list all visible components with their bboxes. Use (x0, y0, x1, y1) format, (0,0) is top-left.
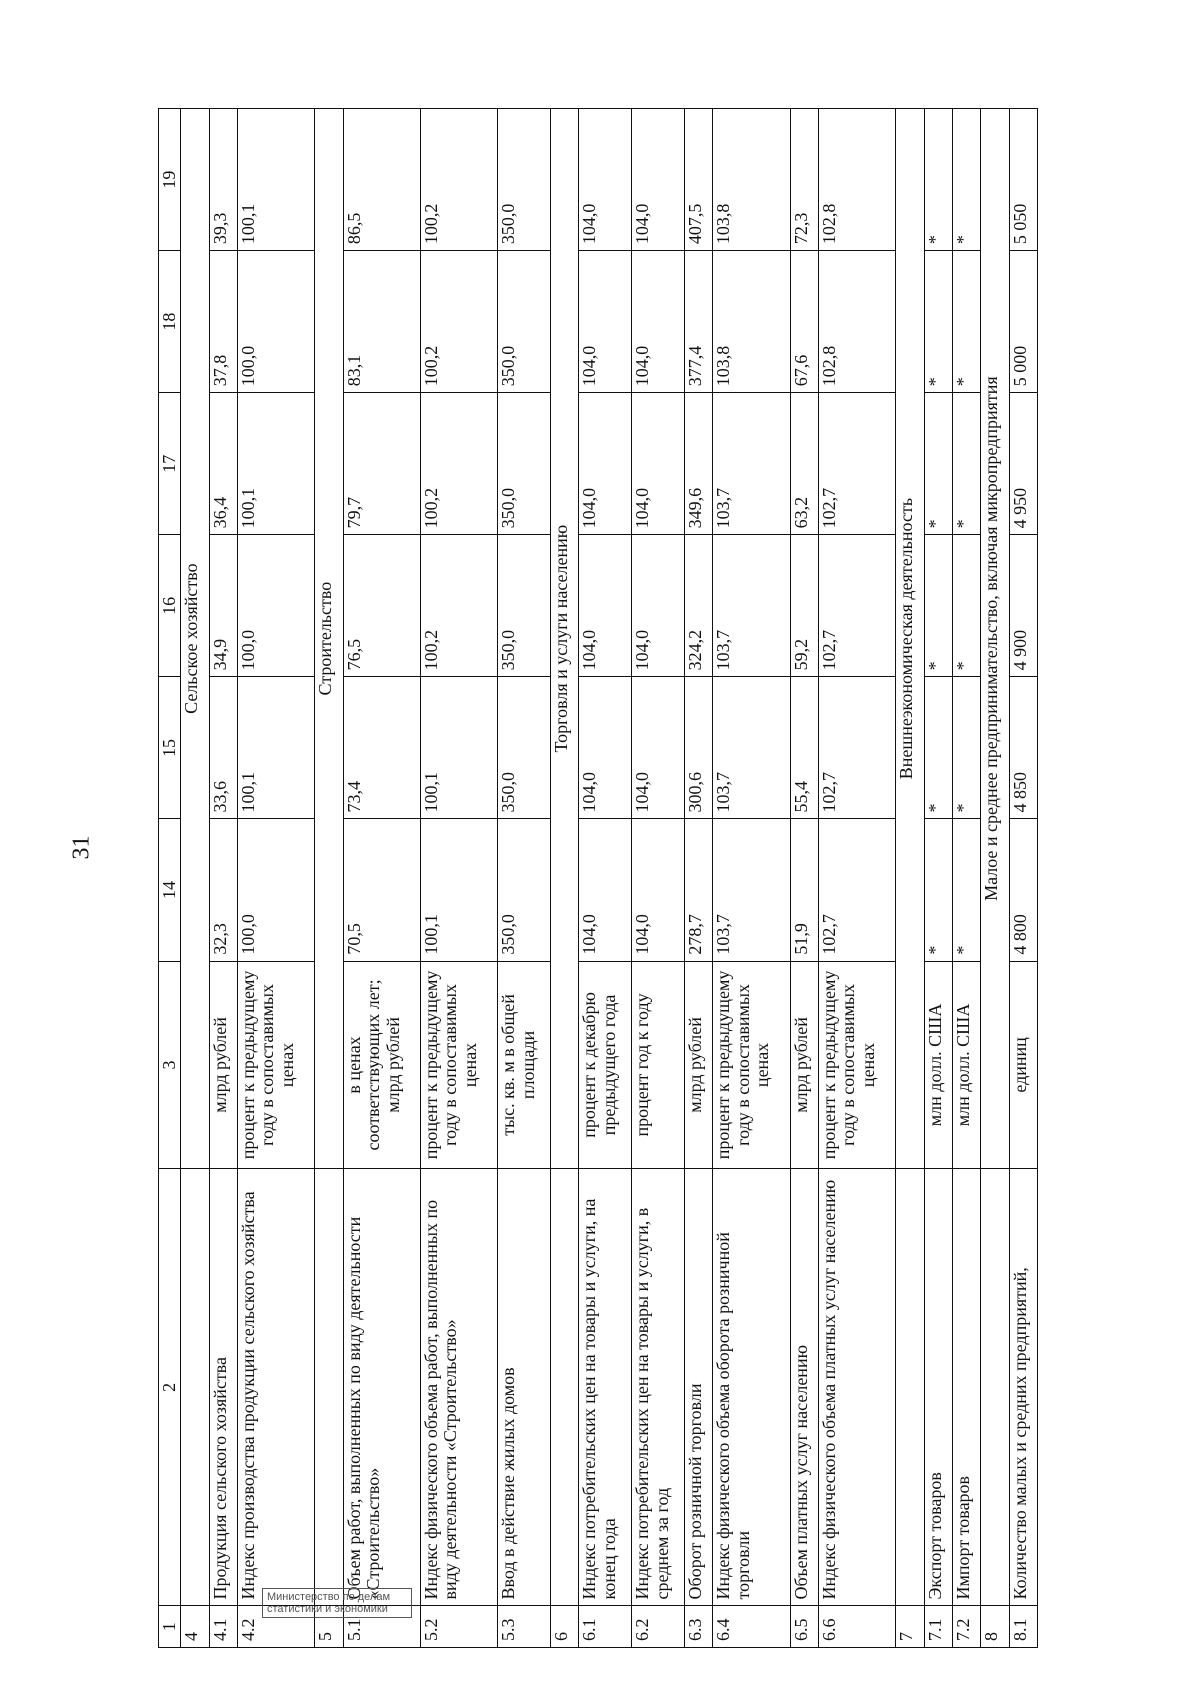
row-number: 6.5 (790, 1606, 818, 1648)
value-cell: * (952, 109, 980, 251)
header-cell: 2 (159, 1169, 181, 1606)
value-cell: 72,3 (790, 109, 818, 251)
indicator-name: Индекс производства продукции сельского хозяйства (238, 1169, 315, 1606)
value-cell: 100,0 (238, 251, 315, 393)
indicator-name: Экспорт товаров (924, 1169, 952, 1606)
value-cell: 104,0 (579, 251, 632, 393)
value-cell: 102,8 (819, 251, 896, 393)
value-cell: * (924, 535, 952, 677)
page-number: 31 (68, 835, 95, 860)
section-row (181, 109, 209, 1648)
table-row (343, 109, 420, 1648)
value-cell: * (924, 109, 952, 251)
value-cell: 59,2 (790, 535, 818, 677)
value-cell: 278,7 (685, 819, 713, 961)
table-body (181, 109, 1038, 1648)
value-cell: 4 950 (1009, 393, 1037, 535)
unit-cell: тыс. кв. м в общей площади (498, 961, 551, 1169)
value-cell: 104,0 (632, 109, 685, 251)
value-cell: * (924, 251, 952, 393)
value-cell: 73,4 (343, 677, 420, 819)
value-cell: 4 850 (1009, 677, 1037, 819)
value-cell: 100,2 (421, 393, 498, 535)
value-cell: 349,6 (685, 393, 713, 535)
value-cell: 104,0 (632, 677, 685, 819)
section-title: Сельское хозяйство (181, 109, 209, 1169)
value-cell: 36,4 (209, 393, 237, 535)
value-cell: 377,4 (685, 251, 713, 393)
value-cell: * (924, 819, 952, 961)
unit-cell: процент к предыдущему году в сопоставимых ценах (238, 961, 315, 1169)
section-title: Торговля и услуги населению (551, 109, 579, 1169)
table-row (421, 109, 498, 1648)
unit-cell: в ценах соответствующих лет; млрд рублей (343, 961, 420, 1169)
value-cell: 350,0 (498, 109, 551, 251)
value-cell: 350,0 (498, 819, 551, 961)
value-cell: 76,5 (343, 535, 420, 677)
table-row (1009, 109, 1037, 1648)
value-cell: 324,2 (685, 535, 713, 677)
value-cell: 300,6 (685, 677, 713, 819)
statistics-table (158, 108, 1038, 1648)
value-cell: 350,0 (498, 251, 551, 393)
indicator-name: Продукция сельского хозяйства (209, 1169, 237, 1606)
table-row (579, 109, 632, 1648)
value-cell: 103,7 (713, 393, 790, 535)
value-cell: 67,6 (790, 251, 818, 393)
value-cell: 100,2 (421, 251, 498, 393)
section-row (896, 109, 924, 1648)
unit-cell: процент к предыдущему году в сопоставимых ценах (713, 961, 790, 1169)
value-cell: 79,7 (343, 393, 420, 535)
indicator-name: Индекс физического объема работ, выполненных по виду деятельности «Строительство» (421, 1169, 498, 1606)
table-row (209, 109, 237, 1648)
row-number: 8.1 (1009, 1606, 1037, 1648)
indicator-name: Индекс потребительских цен на товары и услуги, на конец года (579, 1169, 632, 1606)
office-stamp: Министерство по делам статистики и экономики (262, 1588, 412, 1618)
header-cell: 16 (159, 535, 181, 677)
value-cell: 103,7 (713, 819, 790, 961)
section-spacer (896, 1169, 924, 1606)
value-cell: 4 800 (1009, 819, 1037, 961)
table-row (685, 109, 713, 1648)
section-number: 5 (315, 1606, 343, 1648)
table-row (790, 109, 818, 1648)
section-title: Малое и среднее предпринимательство, включая микропредприятия (981, 109, 1009, 1169)
unit-cell: процент к предыдущему году в сопоставимых ценах (819, 961, 896, 1169)
value-cell: 32,3 (209, 819, 237, 961)
indicator-name: Оборот розничной торговли (685, 1169, 713, 1606)
value-cell: 104,0 (579, 677, 632, 819)
header-cell: 19 (159, 109, 181, 251)
value-cell: 104,0 (579, 393, 632, 535)
section-spacer (181, 1169, 209, 1606)
value-cell: 104,0 (579, 109, 632, 251)
value-cell: 100,1 (238, 393, 315, 535)
table-row (713, 109, 790, 1648)
section-row (551, 109, 579, 1648)
value-cell: 83,1 (343, 251, 420, 393)
unit-cell: млн долл. США (924, 961, 952, 1169)
unit-cell: млрд рублей (209, 961, 237, 1169)
value-cell: 102,8 (819, 109, 896, 251)
rotated-table-wrapper (158, 108, 1038, 1648)
value-cell: 102,7 (819, 535, 896, 677)
value-cell: 103,7 (713, 535, 790, 677)
value-cell: * (924, 677, 952, 819)
header-cell: 15 (159, 677, 181, 819)
row-number: 6.1 (579, 1606, 632, 1648)
value-cell: * (952, 393, 980, 535)
value-cell: 5 050 (1009, 109, 1037, 251)
row-number: 5.3 (498, 1606, 551, 1648)
section-row (981, 109, 1009, 1648)
section-spacer (315, 1169, 343, 1606)
table-row (498, 109, 551, 1648)
indicator-name: Объем работ, выполненных по виду деятельности «Строительство» (343, 1169, 420, 1606)
unit-cell: млн долл. США (952, 961, 980, 1169)
value-cell: * (952, 819, 980, 961)
indicator-name: Индекс потребительских цен на товары и услуги, в среднем за год (632, 1169, 685, 1606)
section-number: 4 (181, 1606, 209, 1648)
value-cell: 104,0 (632, 393, 685, 535)
value-cell: 102,7 (819, 677, 896, 819)
row-number: 5.2 (421, 1606, 498, 1648)
row-number: 6.4 (713, 1606, 790, 1648)
row-number: 4.2 (238, 1606, 315, 1648)
header-cell: 1 (159, 1606, 181, 1648)
value-cell: 86,5 (343, 109, 420, 251)
table-row (632, 109, 685, 1648)
table-row (238, 109, 315, 1648)
value-cell: 5 000 (1009, 251, 1037, 393)
row-number: 5.1 (343, 1606, 420, 1648)
section-title: Внешнеэкономическая деятельность (896, 109, 924, 1169)
section-spacer (981, 1169, 1009, 1606)
value-cell: 51,9 (790, 819, 818, 961)
indicator-name: Количество малых и средних предприятий, (1009, 1169, 1037, 1606)
value-cell: 103,8 (713, 251, 790, 393)
row-number: 7.1 (924, 1606, 952, 1648)
value-cell: 104,0 (632, 535, 685, 677)
value-cell: 33,6 (209, 677, 237, 819)
section-number: 6 (551, 1606, 579, 1648)
value-cell: * (924, 393, 952, 535)
value-cell: 39,3 (209, 109, 237, 251)
value-cell: 104,0 (579, 535, 632, 677)
value-cell: * (952, 677, 980, 819)
value-cell: 407,5 (685, 109, 713, 251)
value-cell: 102,7 (819, 393, 896, 535)
section-row (315, 109, 343, 1648)
section-spacer (551, 1169, 579, 1606)
value-cell: 100,1 (238, 109, 315, 251)
indicator-name: Индекс физического объема оборота розничной торговли (713, 1169, 790, 1606)
value-cell: 100,1 (421, 677, 498, 819)
value-cell: 100,2 (421, 109, 498, 251)
value-cell: 100,1 (238, 677, 315, 819)
value-cell: 63,2 (790, 393, 818, 535)
header-cell: 3 (159, 961, 181, 1169)
value-cell: * (952, 251, 980, 393)
indicator-name: Импорт товаров (952, 1169, 980, 1606)
value-cell: 100,0 (238, 535, 315, 677)
section-number: 7 (896, 1606, 924, 1648)
value-cell: 102,7 (819, 819, 896, 961)
section-title: Строительство (315, 109, 343, 1169)
section-number: 8 (981, 1606, 1009, 1648)
value-cell: 350,0 (498, 677, 551, 819)
indicator-name: Объем платных услуг населению (790, 1169, 818, 1606)
value-cell: 103,8 (713, 109, 790, 251)
unit-cell: процент к предыдущему году в сопоставимых ценах (421, 961, 498, 1169)
row-number: 6.3 (685, 1606, 713, 1648)
unit-cell: млрд рублей (790, 961, 818, 1169)
value-cell: 100,1 (421, 819, 498, 961)
unit-cell: процент к декабрю предыдущего года (579, 961, 632, 1169)
row-number: 6.2 (632, 1606, 685, 1648)
value-cell: * (952, 535, 980, 677)
row-number: 6.6 (819, 1606, 896, 1648)
indicator-name: Ввод в действие жилых домов (498, 1169, 551, 1606)
value-cell: 34,9 (209, 535, 237, 677)
header-cell: 17 (159, 393, 181, 535)
value-cell: 104,0 (632, 819, 685, 961)
header-row (159, 109, 181, 1648)
value-cell: 100,0 (238, 819, 315, 961)
value-cell: 4 900 (1009, 535, 1037, 677)
unit-cell: единиц (1009, 961, 1037, 1169)
table-row (819, 109, 896, 1648)
unit-cell: процент год к году (632, 961, 685, 1169)
value-cell: 104,0 (632, 251, 685, 393)
table-row (952, 109, 980, 1648)
value-cell: 104,0 (579, 819, 632, 961)
unit-cell: млрд рублей (685, 961, 713, 1169)
value-cell: 37,8 (209, 251, 237, 393)
row-number: 7.2 (952, 1606, 980, 1648)
value-cell: 350,0 (498, 393, 551, 535)
value-cell: 103,7 (713, 677, 790, 819)
value-cell: 55,4 (790, 677, 818, 819)
header-cell: 18 (159, 251, 181, 393)
header-cell: 14 (159, 819, 181, 961)
value-cell: 100,2 (421, 535, 498, 677)
indicator-name: Индекс физического объема платных услуг населению (819, 1169, 896, 1606)
row-number: 4.1 (209, 1606, 237, 1648)
value-cell: 350,0 (498, 535, 551, 677)
table-row (924, 109, 952, 1648)
value-cell: 70,5 (343, 819, 420, 961)
